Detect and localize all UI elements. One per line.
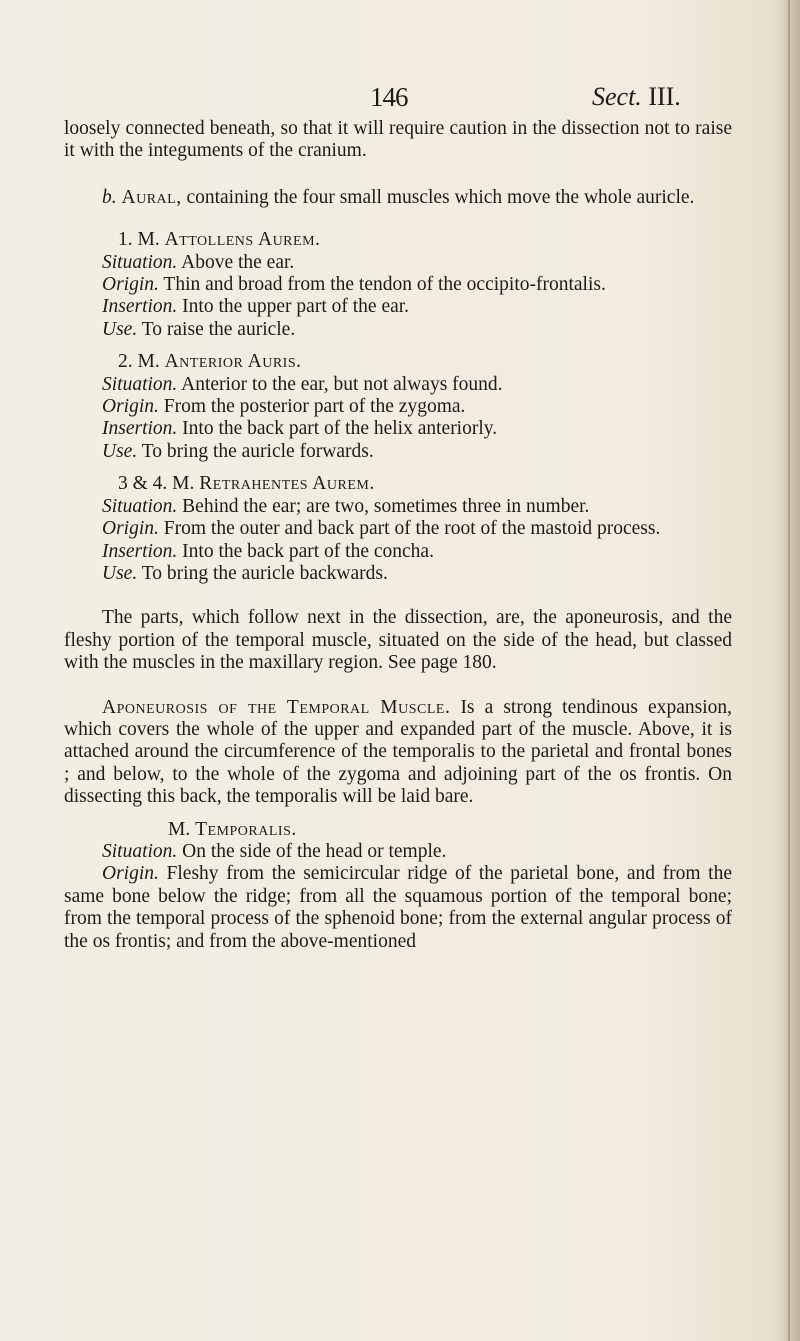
muscle-3-insertion [64,541,732,563]
aponeurosis-heading: Aponeurosis of the Temporal Muscle. [102,696,451,718]
situation-label: Situation. [102,373,178,395]
paragraph-aponeurosis [64,697,732,809]
temporalis-situation [64,841,732,863]
muscle-number: 1. M. [118,229,160,251]
situation-label: Situation. [102,840,178,862]
muscle-heading-1 [64,229,732,251]
use-label: Use. [102,318,138,340]
muscle-name: Anterior Auris. [164,351,302,373]
situation-label: Situation. [102,495,178,517]
page-edge-line [788,0,790,1341]
situation-text: On the side of the head or temple. [182,840,447,862]
aponeurosis-text: Is a strong tendinous expansion, which covers the whole of the upper and expanded part of the muscle. Above, it is attached around the circumference of the temporalis to the parietal and frontal bones ; and below, to the whole of the zygoma and adjoining part of the os frontis. On dissecting this back, the temporalis will be laid bare. [64,696,732,808]
insertion-text: Into the back part of the helix anteriorly. [182,418,498,440]
muscle-name: Retrahentes Aurem. [199,473,375,495]
muscle-1-origin [64,274,732,296]
muscle-1-use [64,319,732,341]
section-number: III. [648,82,681,111]
use-label: Use. [102,440,138,462]
muscle-2-use [64,441,732,463]
section-label: Sect. [592,82,642,111]
muscle-heading-3 [64,473,732,495]
insertion-label: Insertion. [102,540,178,562]
origin-label: Origin. [102,518,159,540]
paragraph-continuation: loosely connected beneath, so that it will require caution in the dissection not to raise it with the integuments of the cranium. [64,118,732,162]
muscle-2-insertion [64,418,732,440]
use-label: Use. [102,562,138,584]
muscle-number: 2. M. [118,351,160,373]
paragraph-parts: The parts, which follow next in the dissection, are, the aponeurosis, and the fleshy portion of the temporal muscle, situated on the side of the head, but classed with the muscles in the maxillary region. See page 180. [64,607,732,674]
insertion-text: Into the upper part of the ear. [182,296,410,318]
muscle-2-situation [64,374,732,396]
muscle-2-origin [64,396,732,418]
situation-text: Above the ear. [181,251,295,273]
muscle-number: 3 & 4. M. [118,473,195,495]
temporalis-origin [64,863,732,953]
muscle-3-use [64,563,732,585]
situation-text: Anterior to the ear, but not always found. [181,373,503,395]
running-header [0,82,800,116]
subsection-heading: Aural, [121,186,182,208]
page-number: 146 [370,82,408,112]
aural-subsection [64,187,732,209]
muscle-heading-2 [64,351,732,373]
subsection-text: containing the four small muscles which move the whole auricle. [186,186,695,208]
muscle-name: Attollens Aurem. [164,229,321,251]
origin-label: Origin. [102,396,159,418]
page-body [64,118,732,953]
muscle-3-origin [64,518,732,540]
muscle-1-insertion [64,296,732,318]
use-text: To raise the auricle. [141,318,296,340]
muscle-1-situation [64,252,732,274]
muscle-number: M. [168,818,191,840]
subsection-marker: b. [102,186,117,208]
muscle-heading-temporalis [64,819,732,841]
use-text: To bring the auricle backwards. [141,562,388,584]
origin-text: From the outer and back part of the root of the mastoid process. [163,518,661,540]
insertion-label: Insertion. [102,418,178,440]
origin-label: Origin. [102,863,159,885]
muscle-3-situation [64,496,732,518]
insertion-text: Into the back part of the concha. [182,540,434,562]
situation-text: Behind the ear; are two, sometimes three in number. [182,495,590,517]
origin-text: From the posterior part of the zygoma. [163,396,466,418]
insertion-label: Insertion. [102,296,178,318]
origin-text: Thin and broad from the tendon of the occipito-frontalis. [163,274,606,296]
situation-label: Situation. [102,251,178,273]
origin-text: Fleshy from the semicircular ridge of the parietal bone, and from the same bone below the ridge; from all the squamous portion of the temporal bone; from the temporal process of the sphenoid bone; from the external angular process of the os frontis; and from the above-mentioned [64,863,733,952]
muscle-name: Temporalis. [195,818,297,840]
origin-label: Origin. [102,274,159,296]
use-text: To bring the auricle forwards. [141,440,374,462]
section-heading [592,82,681,112]
